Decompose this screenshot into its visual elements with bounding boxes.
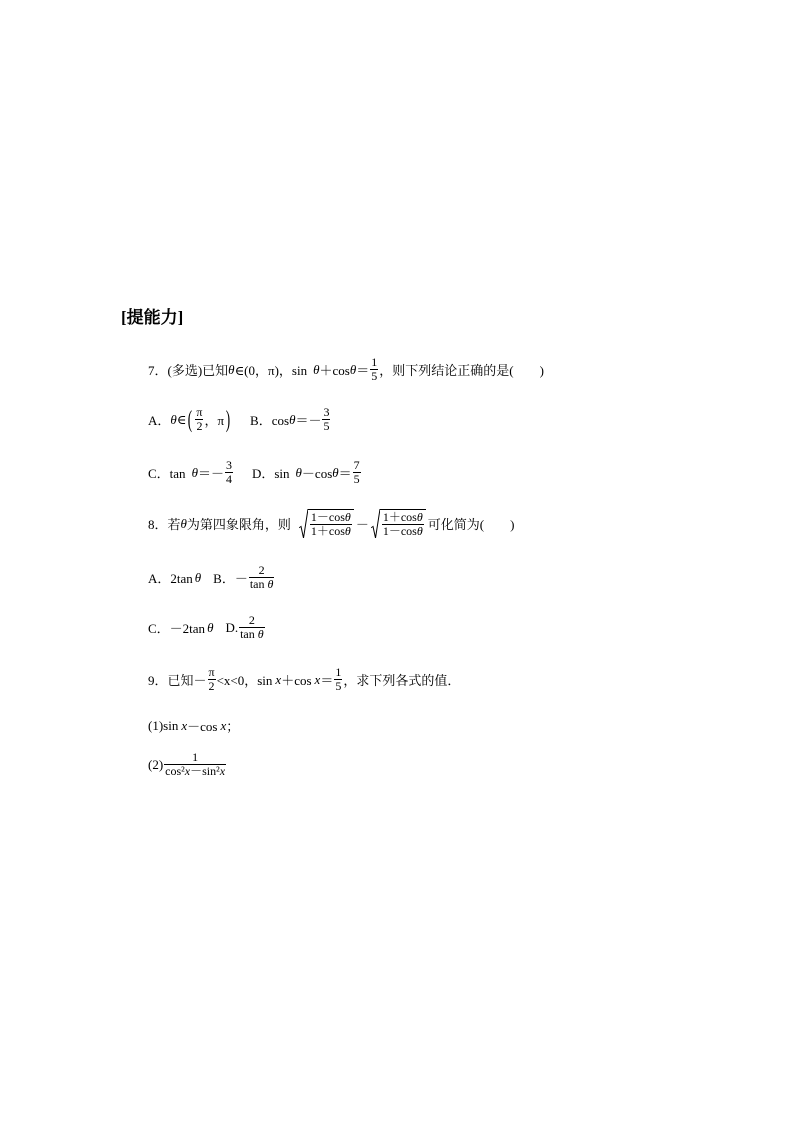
q7-stem-d: ＝ <box>356 363 370 378</box>
q9-stem-c: ＋cos <box>281 673 312 688</box>
q9-part-2 <box>148 751 227 778</box>
denominator: 2 <box>196 419 203 433</box>
q7-option-b-fraction <box>322 406 330 433</box>
q7-option-a-fraction <box>195 406 203 433</box>
q7-options-ab: A． θ ∈ ( $\frac{\pi}{2}$ ，π ) B．cos θ ＝－ $\frac{3}{5}$ <box>148 405 330 433</box>
theta: θ <box>170 411 177 427</box>
q9-fraction-2 <box>334 666 342 693</box>
x-var: x <box>314 671 321 687</box>
q7-option-a-in: ∈ <box>176 411 187 427</box>
theta: θ <box>295 464 302 480</box>
numerator: 3 <box>323 405 330 419</box>
theta: θ <box>191 464 198 480</box>
numerator: 1 <box>371 355 378 369</box>
numerator: 1 <box>335 665 342 679</box>
q8-stem-c: 可化简为( ) <box>427 517 515 532</box>
numerator: 7 <box>353 458 360 472</box>
q9-stem-b: <x<0，sin <box>216 673 273 688</box>
denominator: 5 <box>353 472 360 486</box>
q7-option-d-eq: ＝ <box>338 466 352 481</box>
q9-stem-e: ，求下列各式的值． <box>343 673 461 688</box>
denominator: 2 <box>208 679 215 693</box>
theta: θ <box>194 569 202 585</box>
q7-option-c-label: C．tan <box>148 466 186 481</box>
q9-part-2-label: (2) <box>148 756 164 772</box>
q9-part-1-mid: －cos <box>187 719 218 734</box>
q9-part-1-label: (1)sin <box>148 717 179 733</box>
q8-option-d-label: D. <box>225 619 239 635</box>
theta: θ <box>313 361 320 377</box>
q7-option-d-label: D．sin <box>251 466 290 481</box>
numerator: 1＋cos <box>382 510 417 524</box>
q7-stem-b: ∈(0，π)，sin <box>234 363 308 378</box>
q8-options-ab <box>148 564 275 591</box>
q7-fraction <box>370 356 378 383</box>
numerator: 2 <box>248 613 255 627</box>
q9-part-2-fraction: $\frac{1}{\text{cos²x－sin²x}}$ <box>165 750 226 778</box>
q8-options-cd <box>148 614 266 641</box>
q7-stem-a: 7．(多选)已知 <box>148 363 229 378</box>
q7-option-c-fraction <box>225 459 233 486</box>
q9-stem <box>148 666 460 693</box>
q8-stem-b: 为第四象限角，则 <box>186 517 291 532</box>
q7-option-b-label: B．cos <box>250 413 290 428</box>
x-var: x <box>275 671 282 687</box>
q8-radical-2-fraction: $\frac{1+\cos\theta}{1-\cos\theta}$ <box>382 510 423 538</box>
q8-option-a: A．2tan <box>148 571 193 586</box>
q7-option-c-eq: ＝－ <box>197 466 224 481</box>
q7-options-cd <box>148 459 362 486</box>
q8-stem-a: 8．若 <box>148 517 181 532</box>
denominator: 5 <box>323 419 330 433</box>
q7-option-a-label: A． <box>148 413 171 428</box>
q9-part-1-end: ； <box>226 719 240 734</box>
denominator-a: cos² <box>165 764 185 778</box>
theta: θ <box>349 361 357 377</box>
x-var: x <box>181 717 188 733</box>
q7-stem-c: ＋cos <box>319 363 350 378</box>
q9-part-1 <box>148 716 239 735</box>
q8-radical-2 <box>371 509 426 538</box>
q8-minus: － <box>355 517 369 532</box>
q8-radical-1-fraction: $\frac{1-\cos\theta}{1+\cos\theta}$ <box>310 510 351 538</box>
numerator: π <box>196 405 203 419</box>
x-var: x <box>220 717 227 733</box>
theta: θ <box>228 361 235 377</box>
numerator: 1 <box>192 750 199 764</box>
numerator: π <box>208 665 215 679</box>
q7-option-b-eq: ＝－ <box>295 413 322 428</box>
denominator: 1－cos <box>382 524 417 538</box>
denominator-b: －sin² <box>190 764 220 778</box>
numerator: 1－cos <box>310 510 345 524</box>
q7-option-d-mid: －cos <box>301 466 333 481</box>
numerator: 2 <box>258 563 265 577</box>
theta: θ <box>180 515 187 531</box>
q7-stem-e: ，则下列结论正确的是( ) <box>379 363 544 378</box>
q7-stem <box>148 356 544 383</box>
q9-stem-a: 9．已知－ <box>148 673 207 688</box>
q8-option-c: C．－2tan <box>148 621 206 636</box>
q9-fraction-1 <box>208 666 216 693</box>
denominator: 4 <box>225 472 232 486</box>
q8-option-b-fraction: $\frac{2}{\text{tan θ}}$ <box>249 563 274 591</box>
numerator: 3 <box>225 458 232 472</box>
q7-option-a-tail: ，π <box>204 413 225 428</box>
q8-option-b-label: B．－ <box>213 571 248 586</box>
denominator: 5 <box>371 369 378 383</box>
denominator: tan <box>249 577 265 591</box>
q8-stem <box>148 509 514 538</box>
denominator: 1＋cos <box>310 524 345 538</box>
theta: θ <box>332 464 339 480</box>
theta: θ <box>289 411 296 427</box>
q8-radical-1 <box>299 509 354 538</box>
q9-stem-d: ＝ <box>320 673 334 688</box>
q7-option-d-fraction <box>353 459 361 486</box>
denominator: tan <box>240 627 255 641</box>
denominator: 5 <box>335 679 342 693</box>
q8-option-d-fraction: $\frac{2}{\text{tan θ}}$ <box>240 613 264 641</box>
section-title: [提能力] <box>121 308 184 327</box>
theta: θ <box>207 619 214 635</box>
